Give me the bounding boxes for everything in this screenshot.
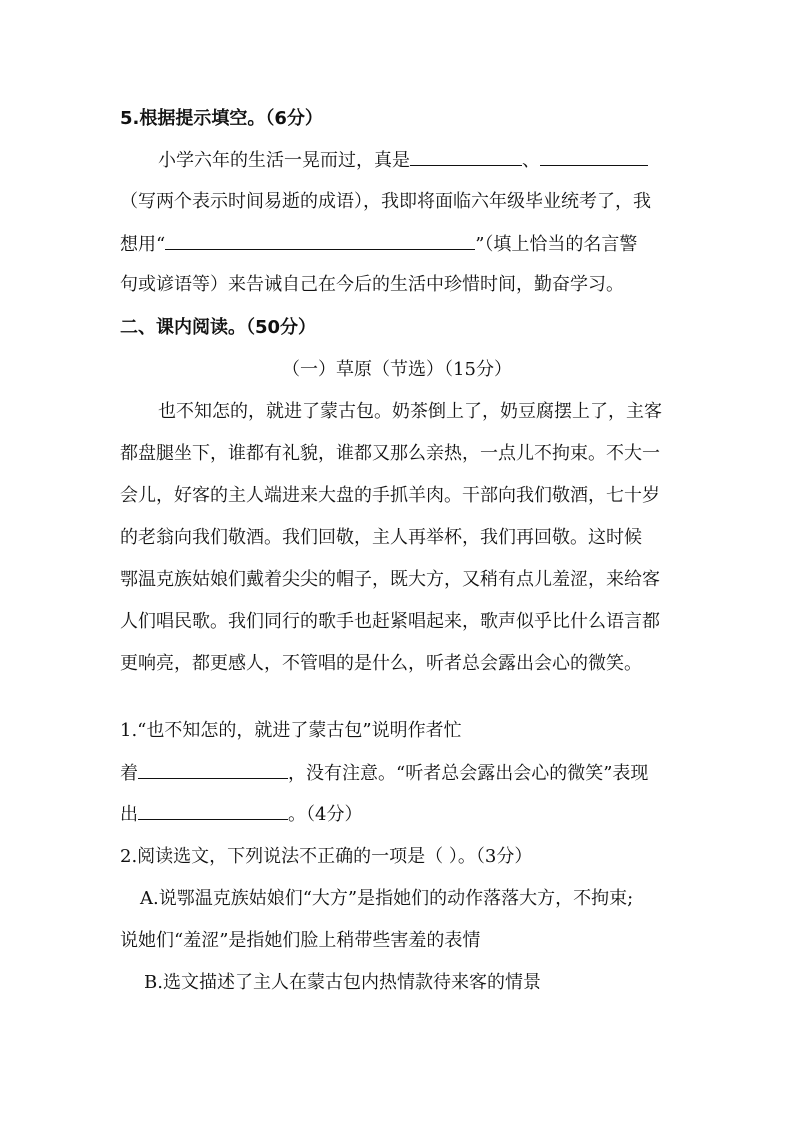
q1-line-3	[120, 801, 680, 828]
passage-line: 也不知怎的，就进了蒙古包。奶茶倒上了，奶豆腐摆上了，主客	[158, 401, 662, 422]
q2-stem: 2.阅读选文，下列说法不正确的一项是（ ）。（3分）	[120, 846, 533, 867]
q5-line-3	[120, 231, 680, 258]
q5-blank-3[interactable]	[165, 231, 475, 250]
section-2-subtitle: （一）草原（节选）（15分）	[282, 359, 512, 380]
passage-line: 会儿，好客的主人端进来大盘的手抓羊肉。干部向我们敬酒，七十岁	[120, 485, 660, 506]
q1-line-2	[120, 760, 680, 787]
passage-line: 都盘腿坐下，谁都有礼貌，谁都又那么亲热，一点儿不拘束。不大一	[120, 443, 660, 464]
q5-line-3-prefix: 想用“	[120, 234, 166, 255]
q5-blank-2[interactable]	[540, 147, 648, 166]
q1-line-1: 1.“也不知怎的，就进了蒙古包”说明作者忙	[120, 720, 462, 741]
q5-line-1	[158, 147, 718, 174]
passage-line: 更响亮，都更感人，不管唱的是什么，听者总会露出会心的微笑。	[120, 653, 642, 674]
q1-blank-1[interactable]	[138, 760, 288, 779]
q5-line-3-suffix: ”（填上恰当的名言警	[475, 234, 638, 255]
q5-blank-1[interactable]	[410, 147, 522, 166]
section-2-title: 二、课内阅读。（50分）	[120, 317, 317, 338]
passage-line: 的老翁向我们敬酒。我们回敬，主人再举杯，我们再回敬。这时候	[120, 527, 642, 548]
q1-line-2-prefix: 着	[120, 763, 138, 784]
passage-line: 鄂温克族姑娘们戴着尖尖的帽子，既大方，又稍有点儿羞涩，来给客	[120, 569, 660, 590]
q2-option-a: A.说鄂温克族姑娘们“大方”是指她们的动作落落大方，不拘束;	[140, 888, 634, 909]
q1-line-2-suffix: ，没有注意。“听者总会露出会心的微笑”表现	[288, 763, 649, 784]
q1-line-3-prefix: 出	[120, 804, 138, 825]
passage-line: 人们唱民歌。我们同行的歌手也赶紧唱起来，歌声似乎比什么语言都	[120, 611, 660, 632]
q5-separator: 、	[522, 150, 540, 171]
q5-line-1-text: 小学六年的生活一晃而过，真是	[158, 150, 410, 171]
q2-option-a-cont: 说她们“羞涩”是指她们脸上稍带些害羞的表情	[120, 930, 481, 951]
q5-title: 5.根据提示填空。（6分）	[120, 108, 323, 129]
q5-line-4: 句或谚语等）来告诫自己在今后的生活中珍惜时间，勤奋学习。	[120, 274, 624, 295]
q1-line-3-suffix: 。（4分）	[288, 804, 363, 825]
q5-line-2: （写两个表示时间易逝的成语），我即将面临六年级毕业统考了，我	[120, 191, 651, 212]
q2-option-b: B.选文描述了主人在蒙古包内热情款待来客的情景	[144, 972, 541, 993]
q1-blank-2[interactable]	[138, 801, 288, 820]
